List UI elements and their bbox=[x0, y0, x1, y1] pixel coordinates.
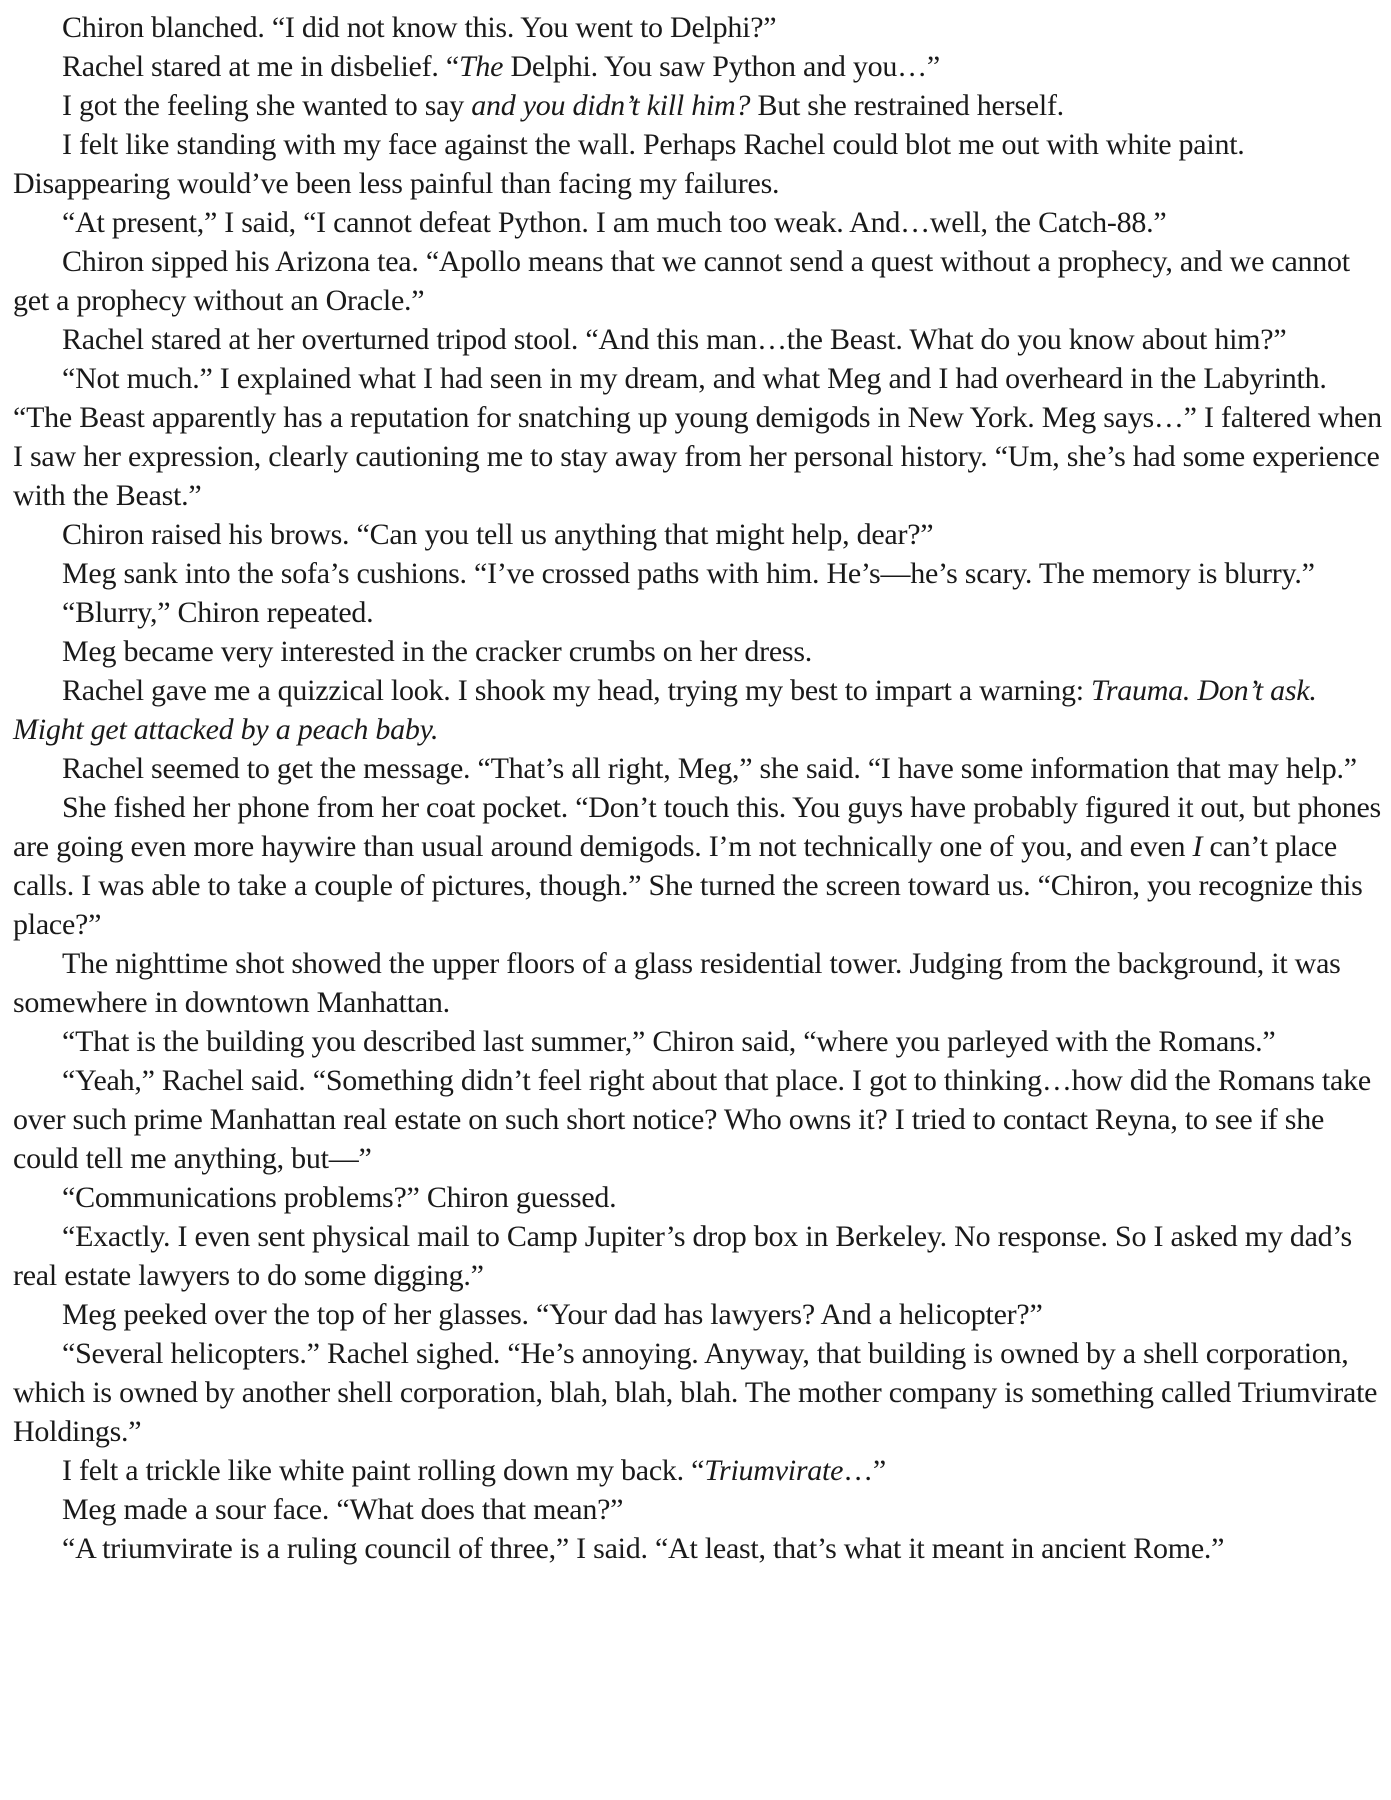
text-run: “At present,” I said, “I cannot defeat Python. I am much too weak. And…well, the Catch-88.” bbox=[62, 206, 1167, 239]
italic-text: Triumvirate bbox=[704, 1454, 844, 1487]
text-run: “Communications problems?” Chiron guessed. bbox=[62, 1181, 617, 1214]
text-run: Meg sank into the sofa’s cushions. “I’ve crossed paths with him. He’s—he’s scary. The memory is blurry.” bbox=[62, 557, 1315, 590]
text-run: can’t place calls. I was able to take a couple of pictures, though.” She turned the screen toward us. “Chiron, you recognize this place?” bbox=[13, 830, 1363, 941]
paragraph bbox=[13, 671, 1383, 749]
text-run: Chiron blanched. “I did not know this. You went to Delphi?” bbox=[62, 11, 777, 44]
text-run: Rachel gave me a quizzical look. I shook my head, trying my best to impart a warning: bbox=[62, 674, 1092, 707]
paragraph bbox=[13, 554, 1383, 593]
paragraph bbox=[13, 47, 1383, 86]
text-run: Meg became very interested in the cracker crumbs on her dress. bbox=[62, 635, 813, 668]
text-run: “A triumvirate is a ruling council of three,” I said. “At least, that’s what it meant in ancient Rome.” bbox=[62, 1532, 1225, 1565]
text-run: I felt like standing with my face against the wall. Perhaps Rachel could blot me out with white paint. Disappearing would’ve been less painful than facing my failures. bbox=[13, 128, 1245, 200]
paragraph bbox=[13, 749, 1383, 788]
paragraph bbox=[13, 1451, 1383, 1490]
paragraph bbox=[13, 1061, 1383, 1178]
text-run: …” bbox=[843, 1454, 886, 1487]
text-run: “Not much.” I explained what I had seen in my dream, and what Meg and I had overheard in the Labyrinth. “The Beast apparently has a reputation for snatching up young demigods in New York. Meg says…” I faltered when I saw her expression, clearly cautioning me to stay away from her personal history. “Um, she’s had some experience with the Beast.” bbox=[13, 362, 1382, 512]
paragraph bbox=[13, 8, 1383, 47]
paragraph bbox=[13, 788, 1383, 944]
text-run: “Blurry,” Chiron repeated. bbox=[62, 596, 374, 629]
paragraph bbox=[13, 1022, 1383, 1061]
text-run: “Exactly. I even sent physical mail to Camp Jupiter’s drop box in Berkeley. No response. So I asked my dad’s real estate lawyers to do some digging.” bbox=[13, 1220, 1352, 1292]
paragraph bbox=[13, 1490, 1383, 1529]
text-run: Delphi. You saw Python and you…” bbox=[503, 50, 940, 83]
italic-text: Trauma. Don’t ask. Might get attacked by a peach baby. bbox=[13, 674, 1317, 746]
paragraph bbox=[13, 320, 1383, 359]
text-run: “Several helicopters.” Rachel sighed. “He’s annoying. Anyway, that building is owned by a shell corporation, which is owned by another shell corporation, blah, blah, blah. The mother company is something called Triumvirate Holdings.” bbox=[13, 1337, 1378, 1448]
paragraph bbox=[13, 1178, 1383, 1217]
paragraph bbox=[13, 944, 1383, 1022]
text-run: Rachel stared at her overturned tripod stool. “And this man…the Beast. What do you know about him?” bbox=[62, 323, 1287, 356]
italic-text: and you didn’t kill him? bbox=[471, 89, 751, 122]
text-run: “Yeah,” Rachel said. “Something didn’t feel right about that place. I got to thinking…how did the Romans take over such prime Manhattan real estate on such short notice? Who owns it? I tried to contact Reyna, to see if she could tell me anything, but—” bbox=[13, 1064, 1371, 1175]
paragraph bbox=[13, 515, 1383, 554]
paragraph bbox=[13, 359, 1383, 515]
text-run: Rachel seemed to get the message. “That’s all right, Meg,” she said. “I have some information that may help.” bbox=[62, 752, 1357, 785]
text-run: The nighttime shot showed the upper floors of a glass residential tower. Judging from the background, it was somewhere in downtown Manhattan. bbox=[13, 947, 1341, 1019]
paragraph bbox=[13, 593, 1383, 632]
paragraph bbox=[13, 242, 1383, 320]
paragraph bbox=[13, 125, 1383, 203]
italic-text: I bbox=[1192, 830, 1203, 863]
paragraph bbox=[13, 1334, 1383, 1451]
text-run: I felt a trickle like white paint rolling down my back. “ bbox=[62, 1454, 705, 1487]
text-run: Meg made a sour face. “What does that mean?” bbox=[62, 1493, 624, 1526]
text-run: Chiron sipped his Arizona tea. “Apollo means that we cannot send a quest without a prophecy, and we cannot get a prophecy without an Oracle.” bbox=[13, 245, 1350, 317]
paragraph bbox=[13, 203, 1383, 242]
text-run: Meg peeked over the top of her glasses. “Your dad has lawyers? And a helicopter?” bbox=[62, 1298, 1043, 1331]
text-run: I got the feeling she wanted to say bbox=[62, 89, 472, 122]
text-run: Rachel stared at me in disbelief. “ bbox=[62, 50, 459, 83]
paragraph bbox=[13, 1529, 1383, 1568]
text-run: But she restrained herself. bbox=[750, 89, 1064, 122]
italic-text: The bbox=[458, 50, 504, 83]
text-run: She fished her phone from her coat pocket. “Don’t touch this. You guys have probably figured it out, but phones are going even more haywire than usual around demigods. I’m not technically one of you, and even bbox=[13, 791, 1381, 863]
paragraph bbox=[13, 1217, 1383, 1295]
text-run: Chiron raised his brows. “Can you tell us anything that might help, dear?” bbox=[62, 518, 934, 551]
text-run: “That is the building you described last summer,” Chiron said, “where you parleyed with the Romans.” bbox=[62, 1025, 1276, 1058]
paragraph bbox=[13, 632, 1383, 671]
book-page-text bbox=[13, 8, 1383, 1568]
paragraph bbox=[13, 86, 1383, 125]
paragraph bbox=[13, 1295, 1383, 1334]
